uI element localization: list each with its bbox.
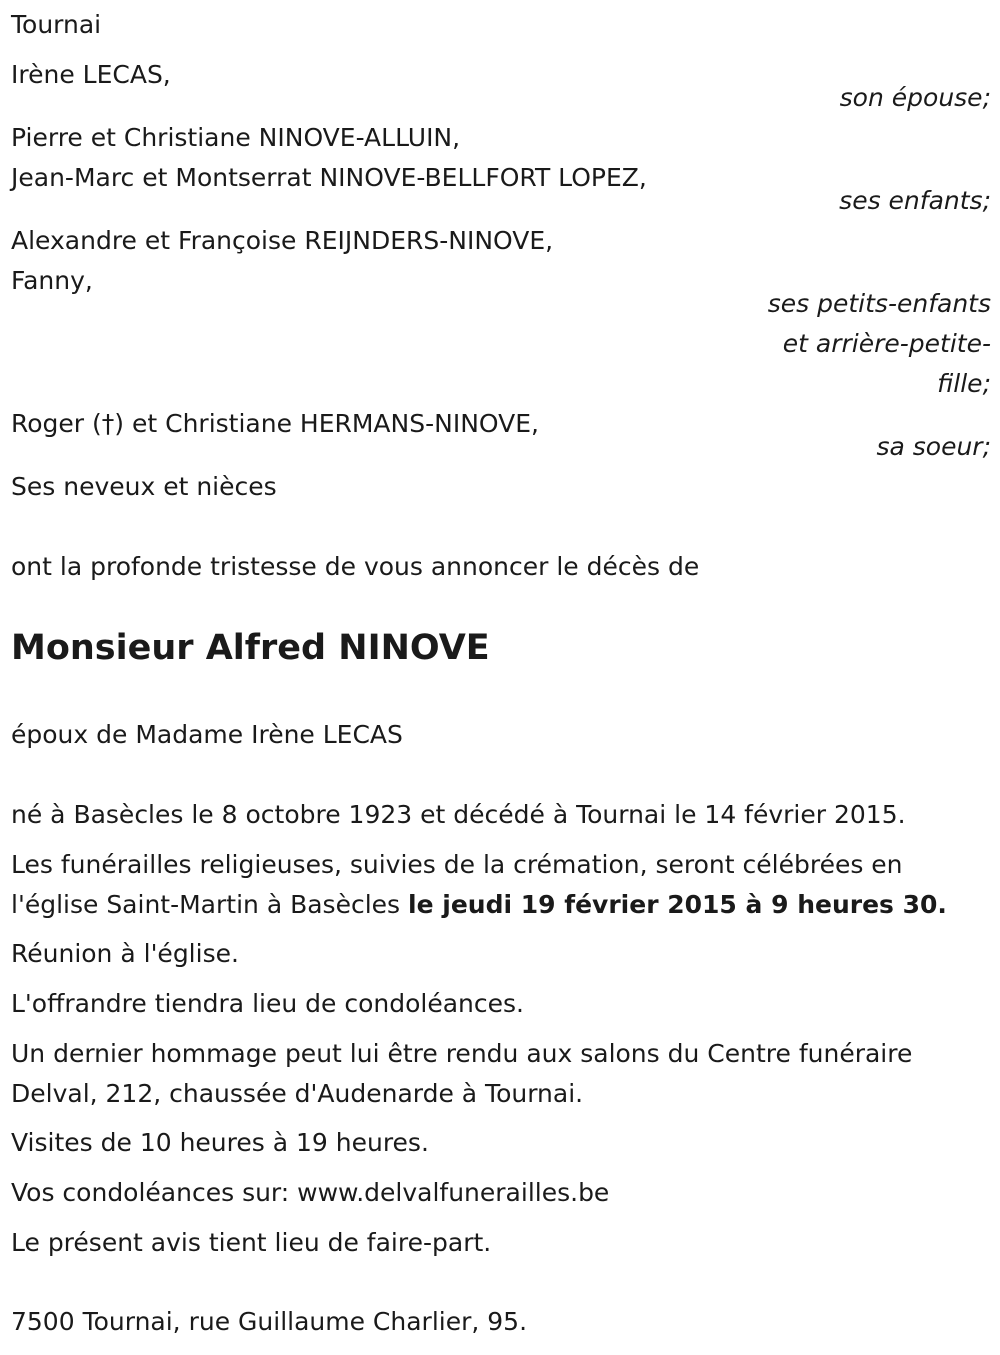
- sister-name-suffix: ) et Christiane HERMANS-NINOVE,: [114, 409, 539, 438]
- cross-icon: †: [101, 409, 115, 438]
- condolences-label: Vos condoléances sur:: [11, 1178, 298, 1207]
- condolences-line: [11, 1178, 609, 1208]
- nephews-line: Ses neveux et nièces: [11, 472, 277, 501]
- meeting-line: Réunion à l'église.: [11, 939, 239, 968]
- birth-death-line: né à Basècles le 8 octobre 1923 et décédé à Tournai le 14 février 2015.: [11, 800, 906, 829]
- visits-line: Visites de 10 heures à 19 heures.: [11, 1128, 429, 1157]
- spouse-name: Irène LECAS,: [11, 60, 171, 89]
- sister-name: [11, 409, 539, 439]
- funeral-line: Les funérailles religieuses, suivies de la crémation, seront célébrées en: [11, 850, 903, 879]
- funeral-line: [11, 890, 947, 920]
- grandchildren-role-line: et arrière-petite-: [782, 329, 991, 358]
- grandchildren-role-line: fille;: [937, 369, 991, 398]
- spouse-role: son épouse;: [839, 83, 991, 112]
- announcement-text: ont la profonde tristesse de vous annoncer le décès de: [11, 552, 700, 581]
- spouse-of-line: époux de Madame Irène LECAS: [11, 720, 403, 749]
- sister-role: sa soeur;: [876, 432, 991, 461]
- grandchild-name: Alexandre et Françoise REIJNDERS-NINOVE,: [11, 226, 554, 255]
- condolences-link[interactable]: www.delvalfunerailles.be: [297, 1178, 610, 1207]
- funeral-place: l'église Saint-Martin à Basècles: [11, 890, 409, 919]
- funeral-date: le jeudi 19 février 2015 à 9 heures 30.: [408, 890, 947, 919]
- sister-name-prefix: Roger (: [11, 409, 102, 438]
- grandchildren-role-line: ses petits-enfants: [767, 289, 991, 318]
- child-name: Jean-Marc et Montserrat NINOVE-BELLFORT LOPEZ,: [11, 163, 647, 192]
- child-name: Pierre et Christiane NINOVE-ALLUIN,: [11, 123, 461, 152]
- address-line: 7500 Tournai, rue Guillaume Charlier, 95.: [11, 1307, 528, 1336]
- homage-line: Delval, 212, chaussée d'Audenarde à Tournai.: [11, 1079, 584, 1108]
- grandchild-name: Fanny,: [11, 266, 93, 295]
- offering-line: L'offrandre tiendra lieu de condoléances.: [11, 989, 524, 1018]
- notice-line: Le présent avis tient lieu de faire-part.: [11, 1228, 492, 1257]
- homage-line: Un dernier hommage peut lui être rendu aux salons du Centre funéraire: [11, 1039, 913, 1068]
- deceased-name: Monsieur Alfred NINOVE: [11, 628, 490, 668]
- children-role: ses enfants;: [839, 186, 991, 215]
- city-heading: Tournai: [11, 10, 102, 39]
